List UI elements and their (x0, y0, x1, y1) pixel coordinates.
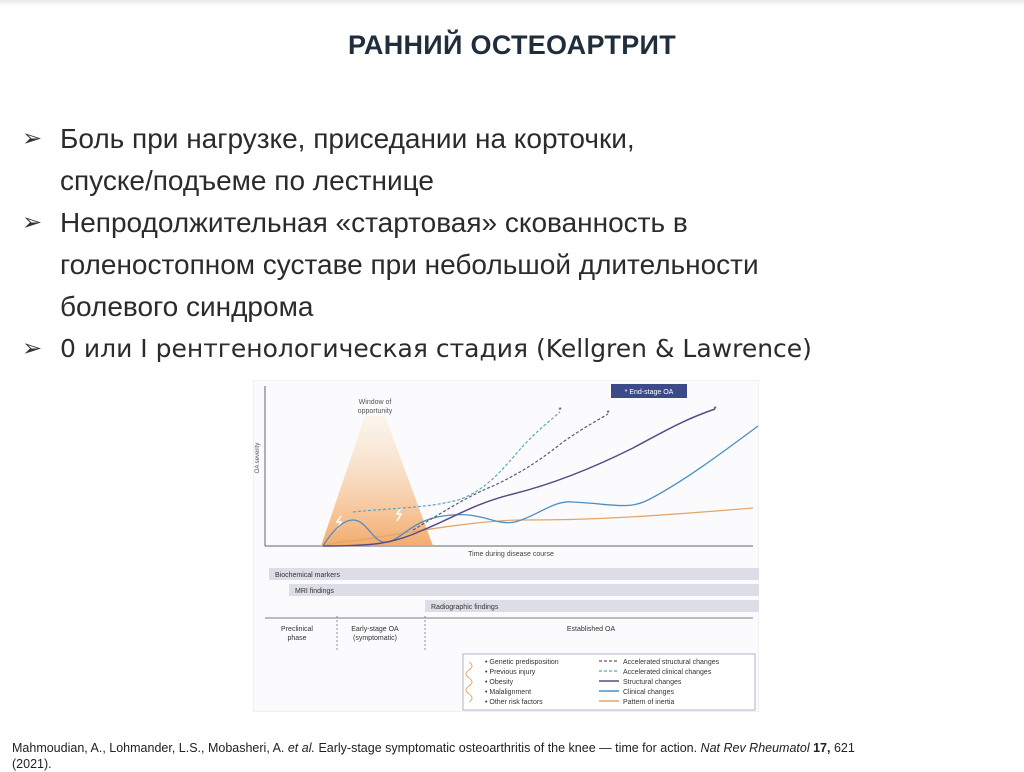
citation (12, 740, 1024, 772)
phase-label: Early-stage OA (351, 626, 399, 633)
window-label: opportunity (357, 408, 393, 415)
citation-authors: Mahmoudian, A., Lohmander, L.S., Mobasheri, A. (12, 741, 288, 755)
citation-etal: et al. (287, 741, 315, 755)
y-axis-label: OA severity (255, 442, 261, 474)
legend-item: • Other risk factors (485, 699, 543, 706)
phase-label: Preclinical (281, 626, 313, 633)
bullet-item (22, 202, 1012, 328)
window-label: Window of (358, 399, 392, 406)
phase-label: phase (287, 635, 307, 642)
bullet-line: Непродолжительная «стартовая» скованность в (60, 207, 688, 238)
legend-item: Structural changes (623, 679, 682, 686)
oa-progression-diagram (253, 380, 759, 712)
legend-item: • Malalignment (485, 689, 532, 696)
bullet-list (22, 118, 1012, 370)
legend-item: • Obesity (485, 679, 514, 686)
bar-label: MRI findings (295, 588, 334, 595)
end-stage-marker: * (713, 405, 717, 414)
x-axis-label: Time during disease course (468, 551, 554, 558)
legend-item: Pattern of inertia (623, 699, 675, 706)
bullet-line: 0 или I рентгенологическая стадия (Kellgren & Lawrence) (60, 334, 812, 363)
bullet-line: голеностопном суставе при небольшой длительности (60, 249, 759, 280)
mri-findings-bar (289, 584, 759, 596)
citation-volume: 17, (809, 741, 831, 755)
biochemical-markers-bar (269, 568, 759, 580)
end-stage-marker: * (606, 409, 610, 418)
arrow-bullet-icon: ➢ (22, 125, 43, 152)
bullet-line: Боль при нагрузке, приседании на корточки, (60, 123, 635, 154)
legend-item: Clinical changes (623, 689, 674, 696)
bullet-item (22, 118, 1012, 202)
arrow-bullet-icon: ➢ (22, 209, 43, 236)
bullet-item (22, 328, 1012, 370)
legend-item: • Genetic predisposition (485, 659, 559, 666)
slide-title: РАННИЙ ОСТЕОАРТРИТ (347, 30, 677, 60)
bar-label: Radiographic findings (431, 604, 499, 611)
end-stage-label: * End-stage OA (624, 389, 674, 396)
citation-pages: 621 (830, 741, 855, 755)
phase-label: (symptomatic) (353, 635, 397, 642)
oa-progression-figure (253, 380, 759, 712)
legend-item: • Previous injury (485, 669, 536, 676)
bullet-line: болевого синдрома (60, 291, 314, 322)
top-shadow (0, 0, 1024, 6)
end-stage-marker: * (558, 406, 562, 415)
legend-item: Accelerated structural changes (623, 659, 720, 666)
bullet-line: спуске/подъеме по лестнице (60, 165, 434, 196)
citation-journal: Nat Rev Rheumatol (700, 741, 810, 755)
arrow-bullet-icon: ➢ (22, 335, 43, 362)
citation-text: Early-stage symptomatic osteoarthritis of the knee — time for action. (314, 741, 701, 755)
phase-label: Established OA (566, 626, 616, 633)
legend-item: Accelerated clinical changes (623, 669, 712, 676)
bar-label: Biochemical markers (275, 572, 340, 579)
citation-year: (2021). (12, 757, 52, 771)
